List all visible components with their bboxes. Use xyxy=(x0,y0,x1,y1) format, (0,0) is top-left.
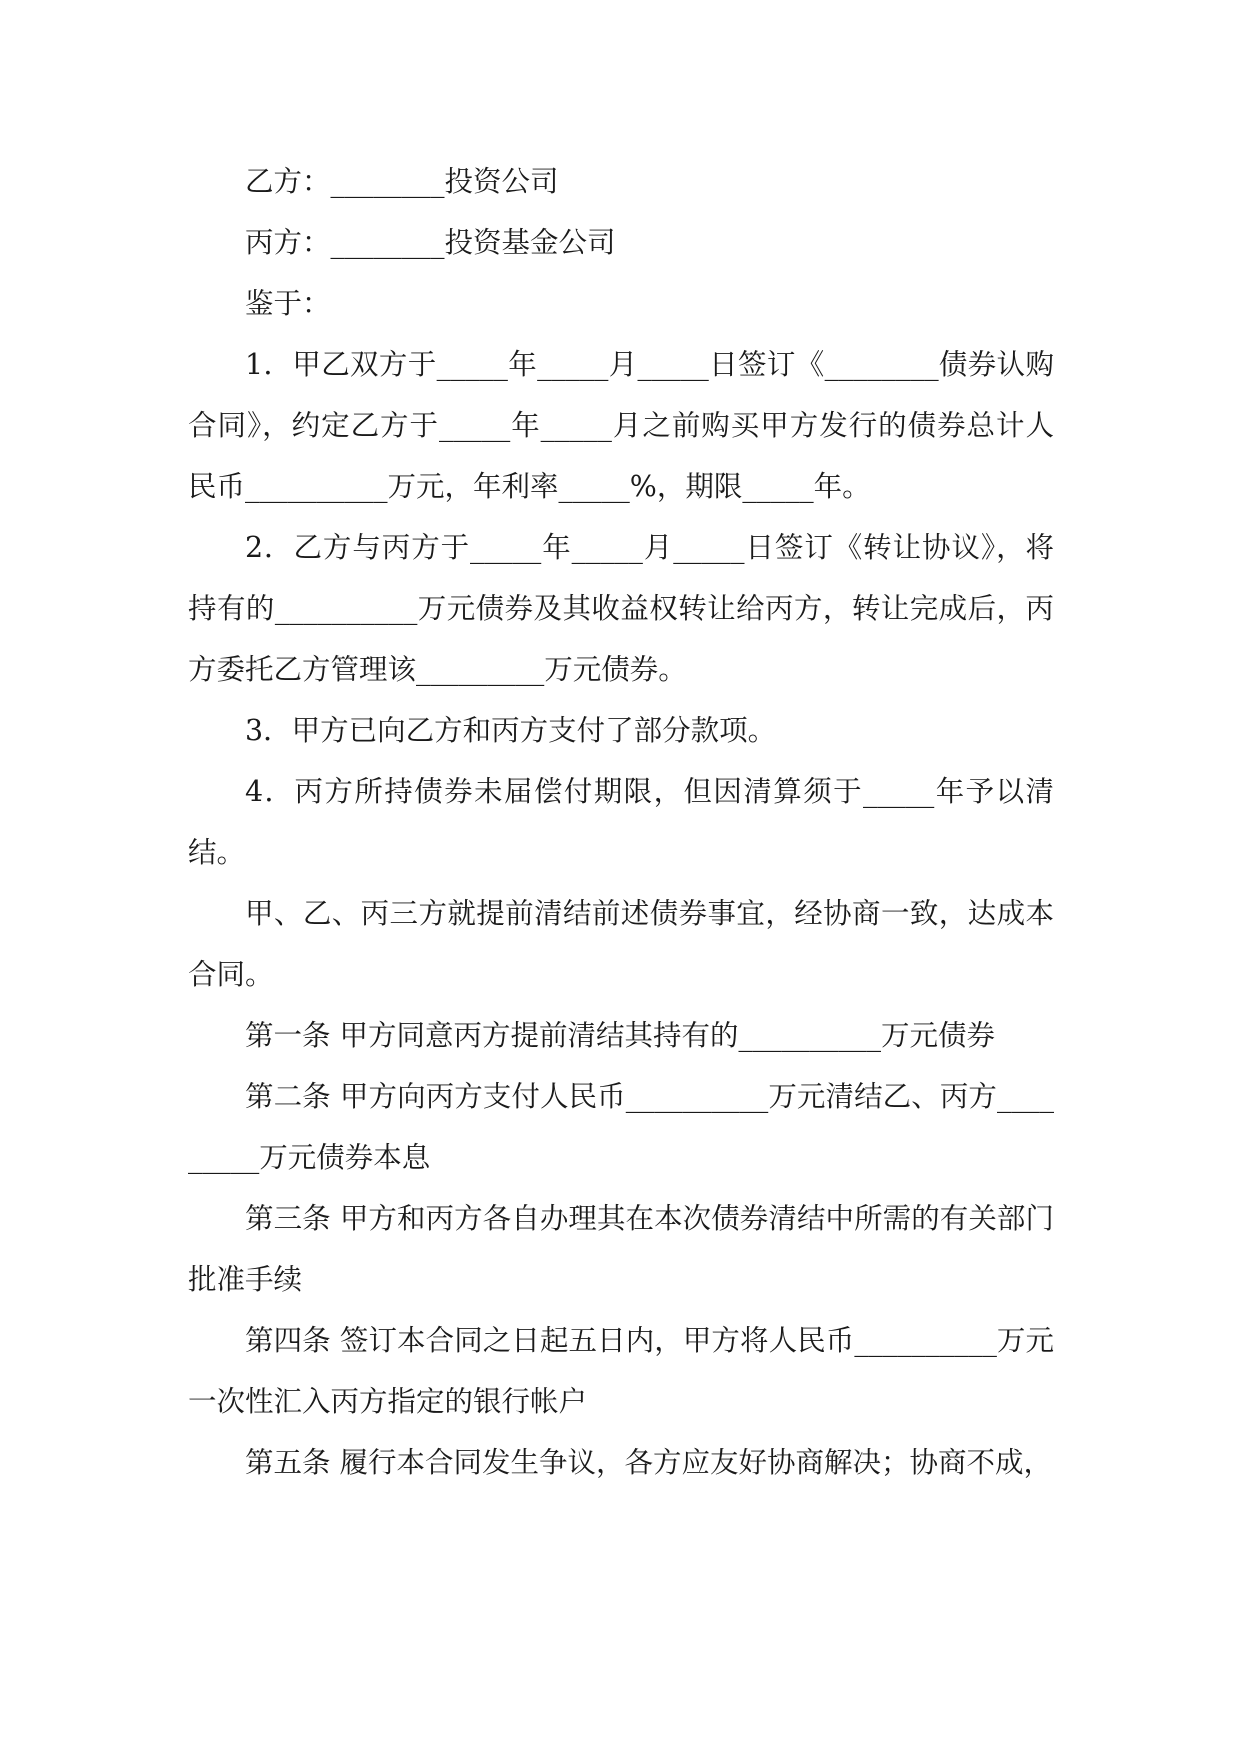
whereas-heading: 鉴于： xyxy=(245,287,331,320)
article-4: 第四条 签订本合同之日起五日内，甲方将人民币__________万元一次性汇入丙方指定的银行帐户 xyxy=(188,1324,1054,1418)
article-2: 第二条 甲方向丙方支付人民币__________万元清结乙、丙方_________万元债券本息 xyxy=(188,1080,1054,1174)
article-3: 第三条 甲方和丙方各自办理其在本次债券清结中所需的有关部门批准手续 xyxy=(188,1202,1054,1296)
agreement-statement: 甲、乙、丙三方就提前清结前述债券事宜，经协商一致，达成本合同。 xyxy=(188,897,1054,991)
recital-4: 4．丙方所持债券未届偿付期限，但因清算须于_____年予以清结。 xyxy=(188,775,1054,869)
recital-3: 3．甲方已向乙方和丙方支付了部分款项。 xyxy=(245,714,777,747)
party-b-line: 乙方：________投资公司 xyxy=(245,165,559,198)
article-5: 第五条 履行本合同发生争议，各方应友好协商解决；协商不成， xyxy=(245,1446,1053,1479)
recital-1: 1．甲乙双方于_____年_____月_____日签订《________债券认购合同》，约定乙方于_____年_____月之前购买甲方发行的债券总计人民币__________万元，年利率_____%，期限_____年。 xyxy=(188,348,1054,503)
recital-2: 2．乙方与丙方于_____年_____月_____日签订《转让协议》，将持有的__________万元债券及其收益权转让给丙方，转让完成后，丙方委托乙方管理该_________万元债券。 xyxy=(188,531,1054,686)
document-body xyxy=(188,151,1054,1493)
party-c-line: 丙方：________投资基金公司 xyxy=(245,226,616,259)
article-1: 第一条 甲方同意丙方提前清结其持有的__________万元债券 xyxy=(245,1019,996,1052)
